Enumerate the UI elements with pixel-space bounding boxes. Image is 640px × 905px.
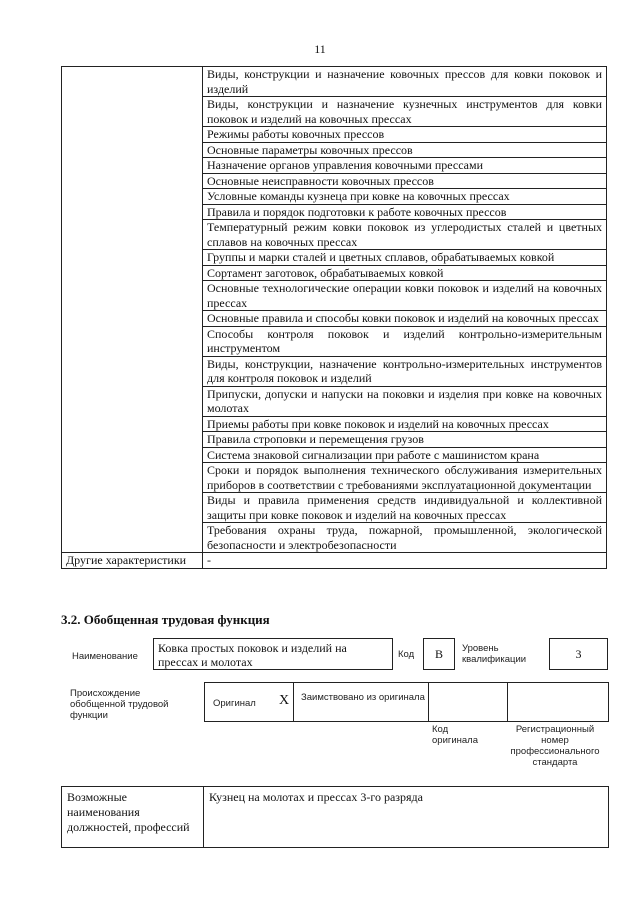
table-row [62,416,607,432]
knowledge-item: Режимы работы ковочных прессов [203,127,607,143]
knowledge-table [61,66,607,569]
row-label-cell [62,326,203,356]
knowledge-item: Условные команды кузнеца при ковке на ковочных прессах [203,189,607,205]
level-box: 3 [549,638,608,670]
row-label-cell [62,447,203,463]
knowledge-item: Требования охраны труда, пожарной, промышленной, экологической безопасности и электробезопасности [203,523,607,553]
row-label-cell [62,173,203,189]
table-row [62,173,607,189]
code-original-caption: Код оригинала [432,724,479,746]
table-row [62,386,607,416]
other-characteristics-value: - [203,553,607,569]
table-row [62,265,607,281]
row-label-cell [62,493,203,523]
table-row [62,493,607,523]
original-label: Оригинал [213,698,256,709]
table-row [62,250,607,266]
knowledge-item: Виды и правила применения средств индивидуальной и коллективной защиты при ковке поковок и изделий на ковочных прессах [203,493,607,523]
row-label-cell [62,416,203,432]
table-row [62,463,607,493]
code-label: Код [398,649,415,660]
original-mark: X [279,693,290,708]
origin-divider [428,683,429,721]
knowledge-item: Группы и марки сталей и цветных сплавов, обрабатываемых ковкой [203,250,607,266]
level-label: Уровень квалификации [462,643,527,665]
table-row [62,326,607,356]
row-label-cell [62,432,203,448]
row-label-cell [62,281,203,311]
knowledge-item: Сортамент заготовок, обрабатываемых ковкой [203,265,607,281]
origin-box [204,682,609,722]
table-row [62,97,607,127]
knowledge-item: Виды, конструкции, назначение контрольно-измерительных инструментов для контроля поковок и изделий [203,356,607,386]
knowledge-item: Система знаковой сигнализации при работе с машинистом крана [203,447,607,463]
function-name-box: Ковка простых поковок и изделий на прессах и молотах [153,638,393,670]
row-label-cell [62,311,203,327]
row-label-cell [62,220,203,250]
job-titles-label: Возможные наименования должностей, профессий [62,787,204,847]
table-row [62,142,607,158]
section-title: 3.2. Обобщенная трудовая функция [61,612,270,627]
row-label-cell [62,67,203,97]
knowledge-item: Основные технологические операции ковки поковок и изделий на ковочных прессах [203,281,607,311]
name-label: Наименование [72,651,138,662]
knowledge-item: Правила строповки и перемещения грузов [203,432,607,448]
knowledge-item: Основные правила и способы ковки поковок и изделий на ковочных прессах [203,311,607,327]
knowledge-item: Виды, конструкции и назначение кузнечных инструментов для ковки поковок и изделий на ковочных прессах [203,97,607,127]
job-titles-value: Кузнец на молотах и прессах 3-го разряда [209,790,423,804]
table-row [62,158,607,174]
table-row [62,220,607,250]
code-box: B [423,638,455,670]
job-titles-table [61,786,609,848]
origin-label: Происхождение обобщенной трудовой функции [70,688,169,721]
row-label-cell [62,356,203,386]
knowledge-item: Температурный режим ковки поковок из углеродистых сталей и цветных сплавов на ковочных прессах [203,220,607,250]
table-row [62,67,607,97]
row-label-cell [62,386,203,416]
knowledge-item: Основные неисправности ковочных прессов [203,173,607,189]
origin-divider [507,683,508,721]
knowledge-item: Правила и порядок подготовки к работе ковочных прессов [203,204,607,220]
table-row [62,447,607,463]
knowledge-item: Назначение органов управления ковочными прессами [203,158,607,174]
reg-number-caption: Регистрационный номер профессионального стандарта [510,724,600,768]
table-row [62,311,607,327]
table-row [62,356,607,386]
row-label-cell [62,265,203,281]
row-label-cell [62,127,203,143]
page-number: 11 [314,42,326,56]
row-label-cell [62,97,203,127]
table-row [62,553,607,569]
row-label-cell [62,523,203,553]
origin-divider [293,683,294,721]
knowledge-item: Виды, конструкции и назначение ковочных прессов для ковки поковок и изделий [203,67,607,97]
table-row [62,523,607,553]
knowledge-item: Сроки и порядок выполнения технического обслуживания измерительных приборов в соответствии с требованиями эксплуатационной документации [203,463,607,493]
row-label-cell [62,158,203,174]
knowledge-item: Способы контроля поковок и изделий контрольно-измерительным инструментом [203,326,607,356]
borrowed-label: Заимствовано из оригинала [301,692,425,703]
row-label-cell [62,204,203,220]
knowledge-item: Припуски, допуски и напуски на поковки и изделия при ковке на ковочных молотах [203,386,607,416]
knowledge-item: Основные параметры ковочных прессов [203,142,607,158]
table-row [62,127,607,143]
row-label-cell [62,189,203,205]
row-label-cell [62,142,203,158]
table-row [62,189,607,205]
knowledge-item: Приемы работы при ковке поковок и изделий на ковочных прессах [203,416,607,432]
table-row [62,432,607,448]
row-label-cell [62,463,203,493]
other-characteristics-label: Другие характеристики [62,553,203,569]
table-row [62,281,607,311]
row-label-cell [62,250,203,266]
table-row [62,204,607,220]
